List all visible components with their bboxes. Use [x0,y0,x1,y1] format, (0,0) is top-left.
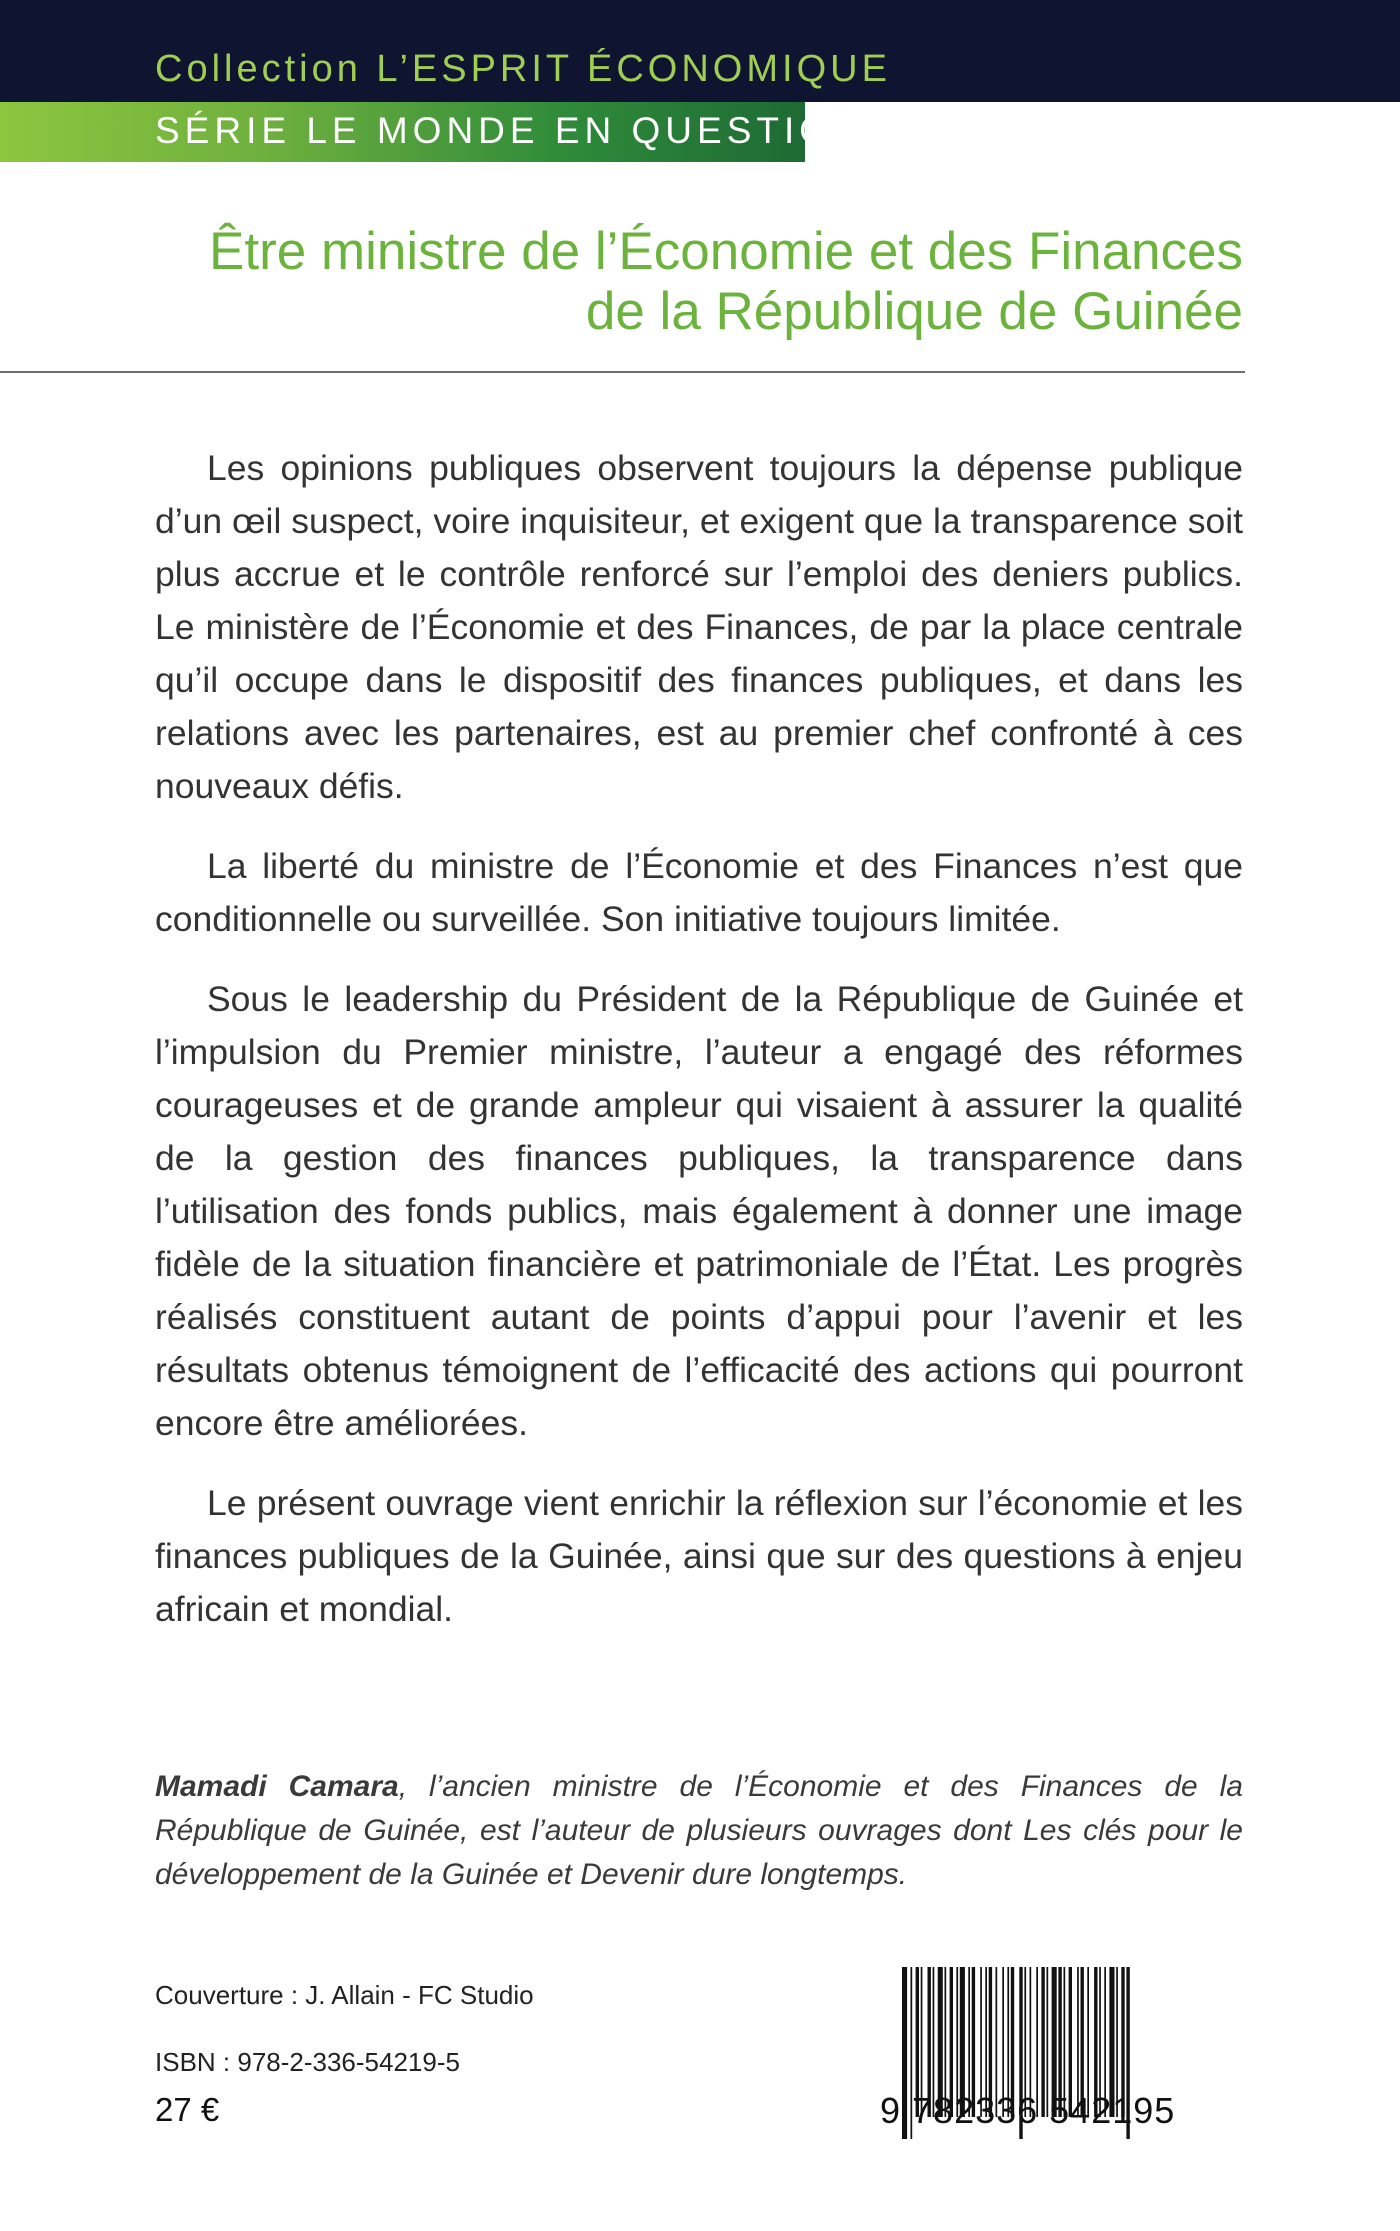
author-bio [155,1765,1243,1897]
blurb [155,442,1243,1663]
title-divider [0,371,1245,373]
blurb-paragraph-3: Sous le leadership du Président de la République de Guinée et l’impulsion du Premier ministre, l’auteur a engagé des réformes courageuses et de grande ampleur qui visaient à assurer la qualité de la gestion des finances publiques, la transparence dans l’utilisation des fonds publics, mais également à donner une image fidèle de la situation financière et patrimoniale de l’État. Les progrès réalisés constituent autant de points d’appui pour l’avenir et les résultats obtenus témoignent de l’efficacité des actions qui pourront encore être améliorées. [155,979,1243,1443]
blurb-paragraph-1: Les opinions publiques observent toujours la dépense publique d’un œil suspect, voire inquisiteur, et exigent que la transparence soit plus accrue et le contrôle renforcé sur l’emploi des deniers publics. Le ministère de l’Économie et des Finances, de par la place centrale qu’il occupe dans le dispositif des finances publiques, et dans les relations avec les partenaires, est au premier chef confronté à ces nouveaux défis. [155,448,1243,806]
book-title [93,222,1243,342]
isbn: ISBN : 978-2-336-54219-5 [155,2047,460,2077]
book-title-line-1: Être ministre de l’Économie et des Finances [209,222,1243,281]
author-name: Mamadi Camara [155,1770,399,1803]
cover-credit: Couverture : J. Allain - FC Studio [155,1980,534,2010]
price: 27 € [155,2091,220,2128]
barcode-digits: 9 782336 542195 [880,2090,1176,2131]
series-name: SÉRIE LE MONDE EN QUESTION [155,110,865,151]
collection-name: Collection L’ESPRIT ÉCONOMIQUE [155,48,891,90]
author-bio-text: , l’ancien ministre de l’Économie et des Finances de la République de Guinée, est l’auteur de plusieurs ouvrages dont Les clés pour le développement de la Guinée et Devenir dure longtemps. [155,1770,1243,1891]
blurb-paragraph-4: Le présent ouvrage vient enrichir la réflexion sur l’économie et les finances publiques de la Guinée, ainsi que sur des questions à enjeu africain et mondial. [155,1483,1243,1629]
book-title-line-2: de la République de Guinée [585,282,1243,341]
blurb-paragraph-2: La liberté du ministre de l’Économie et des Finances n’est que conditionnelle ou surveillée. Son initiative toujours limitée. [155,846,1243,939]
